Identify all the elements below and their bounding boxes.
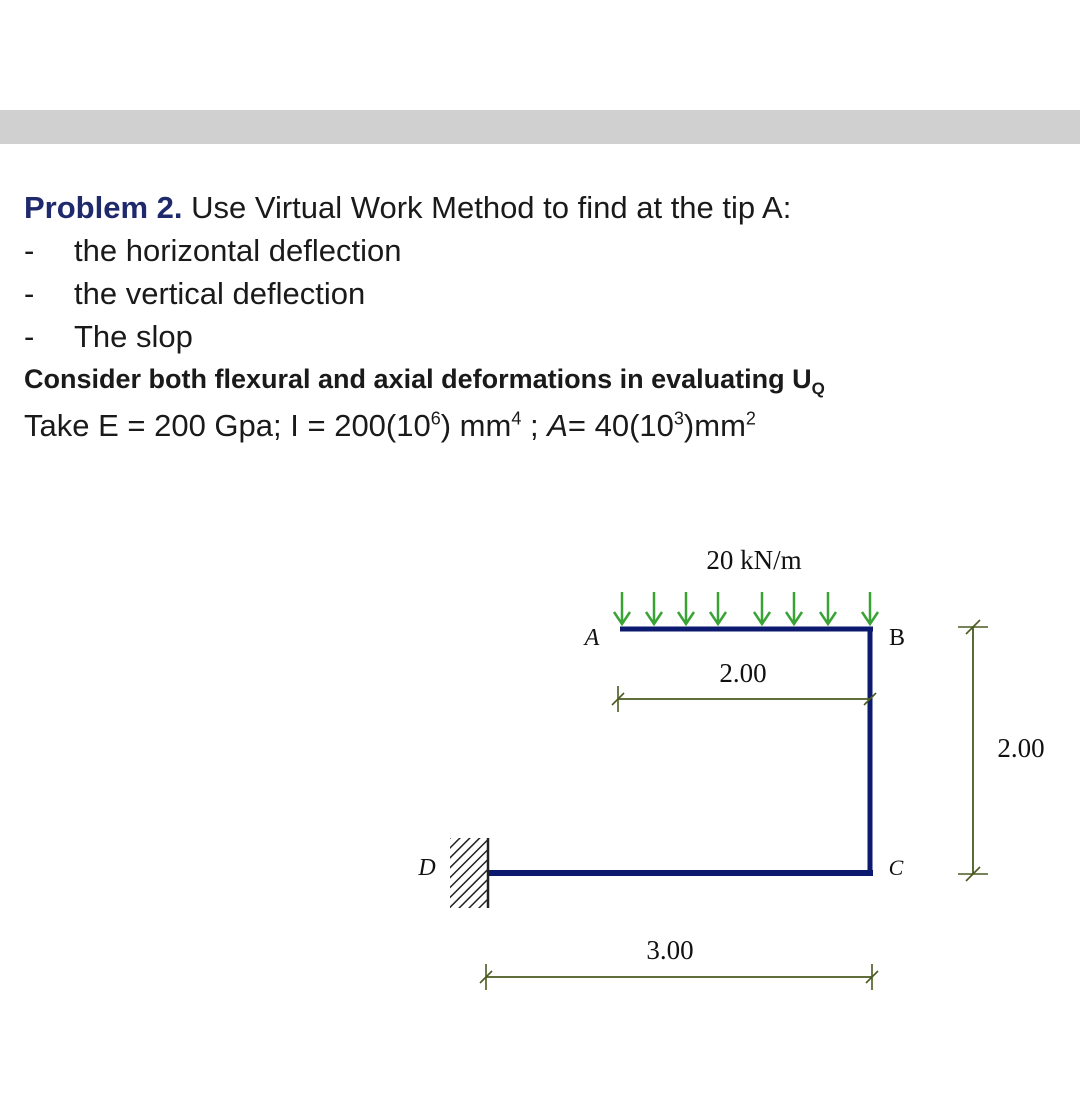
given-exponent: 3 <box>673 408 684 429</box>
node-label-b: B <box>888 625 906 651</box>
problem-title-rest: Use Virtual Work Method to find at the tip A: <box>182 190 792 225</box>
problem-title-lead: Problem 2. <box>24 190 183 225</box>
given-area-symbol: A <box>547 408 568 443</box>
given-text: ; <box>521 408 548 443</box>
dimension-label-bc: 2.00 <box>997 733 1045 763</box>
given-exponent: 4 <box>511 408 522 429</box>
node-label-d: D <box>418 855 436 881</box>
dimension-bc <box>958 620 1045 881</box>
bullet-text: The slop <box>74 319 193 354</box>
given-text: Take E = 200 Gpa; I = 200(10 <box>24 408 431 443</box>
fixed-support-hatch <box>450 838 488 908</box>
given-text: )mm <box>683 408 746 443</box>
load-label: 20 kN/m <box>706 545 802 575</box>
frame-members <box>488 627 873 876</box>
bullet-dash: - <box>24 319 35 354</box>
dimension-dc <box>480 935 878 990</box>
consider-subscript: Q <box>811 379 825 398</box>
bullet-dash: - <box>24 276 35 311</box>
given-text: ) mm <box>440 408 512 443</box>
given-text: = 40(10 <box>567 408 674 443</box>
given-exponent: 6 <box>430 408 441 429</box>
bullet-dash: - <box>24 233 35 268</box>
distributed-load-arrows <box>614 592 878 624</box>
dimension-label-ab: 2.00 <box>719 658 767 688</box>
given-exponent: 2 <box>745 408 756 429</box>
bullet-text: the horizontal deflection <box>74 233 402 268</box>
consider-text: Consider both flexural and axial deformations in evaluating U <box>24 364 812 394</box>
bullet-text: the vertical deflection <box>74 276 366 311</box>
dimension-ab <box>612 658 876 712</box>
node-label-a: A <box>584 625 600 651</box>
node-label-c: C <box>888 855 904 880</box>
dimension-label-dc: 3.00 <box>646 935 694 965</box>
